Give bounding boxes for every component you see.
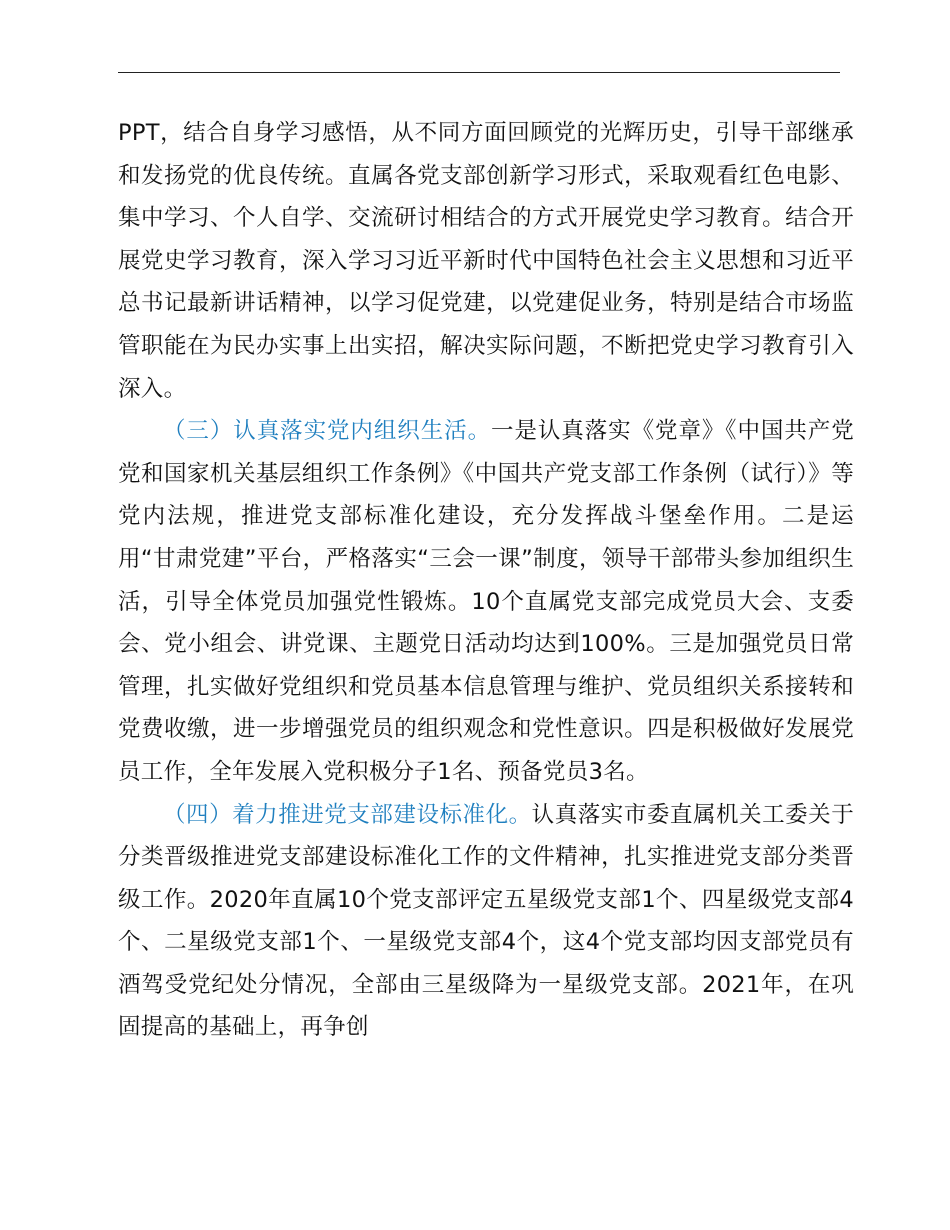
section-3-paragraph [118,410,854,793]
section-3-body: 一是认真落实《党章》《中国共产党党和国家机关基层组织工作条例》《中国共产党支部工作条例（试行）》等党内法规，推进党支部标准化建设，充分发挥战斗堡垒作用。二是运用“甘肃党建”平台，严格落实“三会一课”制度，领导干部带头参加组织生活，引导全体党员加强党性锻炼。10个直属党支部完成党员大会、支委会、党小组会、讲党课、主题党日活动均达到100%。三是加强党员日常管理，扎实做好党组织和党员基本信息管理与维护、党员组织关系接转和党费收缴，进一步增强党员的组织观念和党性意识。四是积极做好发展党员工作，全年发展入党积极分子1名、预备党员3名。 [118,418,854,785]
section-4-body: 认真落实市委直属机关工委关于分类晋级推进党支部建设标准化工作的文件精神，扎实推进党支部分类晋级工作。2020年直属10个党支部评定五星级党支部1个、四星级党支部4个、二星级党支部1个、一星级党支部4个，这4个党支部均因支部党员有酒驾受党纪处分情况，全部由三星级降为一星级党支部。2021年，在巩固提高的基础上，再争创 [118,801,854,1041]
section-4-paragraph [118,794,854,1050]
header-rule [118,72,840,73]
paragraph-1: PPT，结合自身学习感悟，从不同方面回顾党的光辉历史，引导干部继承和发扬党的优良传统。直属各党支部创新学习形式，采取观看红色电影、集中学习、个人自学、交流研讨相结合的方式开展党史学习教育。结合开展党史学习教育，深入学习习近平新时代中国特色社会主义思想和习近平总书记最新讲话精神，以学习促党建，以党建促业务，特别是结合市场监管职能在为民办实事上出实招，解决实际问题，不断把党史学习教育引入深入。 [118,120,854,402]
section-3-heading: （三）认真落实党内组织生活。 [163,418,492,445]
section-4-heading: （四）着力推进党支部建设标准化。 [163,801,532,828]
document-body [118,112,854,1049]
